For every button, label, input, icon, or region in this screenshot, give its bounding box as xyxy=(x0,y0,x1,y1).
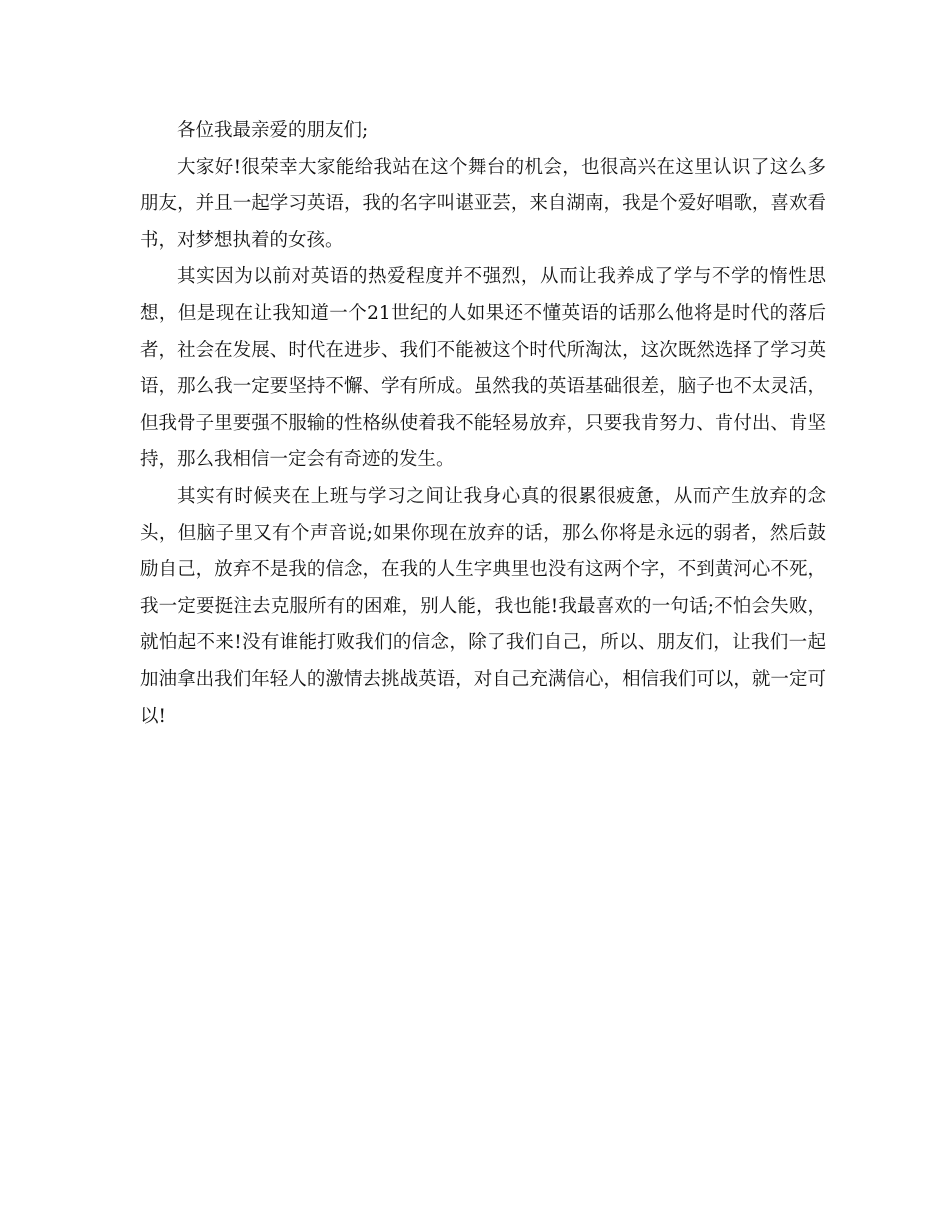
intro-paragraph: 大家好!很荣幸大家能给我站在这个舞台的机会，也很高兴在这里认识了这么多朋友，并且一起学习英语，我的名字叫谌亚芸，来自湖南，我是个爱好唱歌，喜欢看书，对梦想执着的女孩。 xyxy=(140,156,826,251)
document-page xyxy=(140,113,826,735)
motivation-paragraph: 其实因为以前对英语的热爱程度并不强烈，从而让我养成了学与不学的惰性思想，但是现在让我知道一个21世纪的人如果还不懂英语的话那么他将是时代的落后者，社会在发展、时代在进步、我们不能被这个时代所淘汰，这次既然选择了学习英语，那么我一定要坚持不懈、学有所成。虽然我的英语基础很差，脑子也不太灵活，但我骨子里要强不服输的性格纵使着我不能轻易放弃，只要我肯努力、肯付出、肯坚持，那么我相信一定会有奇迹的发生。 xyxy=(140,266,826,471)
greeting-paragraph: 各位我最亲爱的朋友们; xyxy=(177,120,369,141)
perseverance-paragraph: 其实有时候夹在上班与学习之间让我身心真的很累很疲惫，从而产生放弃的念头，但脑子里又有个声音说;如果你现在放弃的话，那么你将是永远的弱者，然后鼓励自己，放弃不是我的信念，在我的人生字典里也没有这两个字，不到黄河心不死，我一定要挺注去克服所有的困难，别人能，我也能!我最喜欢的一句话;不怕会失败，就怕起不来!没有谁能打败我们的信念，除了我们自己，所以、朋友们，让我们一起加油拿出我们年轻人的激情去挑战英语，对自己充满信心，相信我们可以，就一定可以! xyxy=(140,485,826,727)
